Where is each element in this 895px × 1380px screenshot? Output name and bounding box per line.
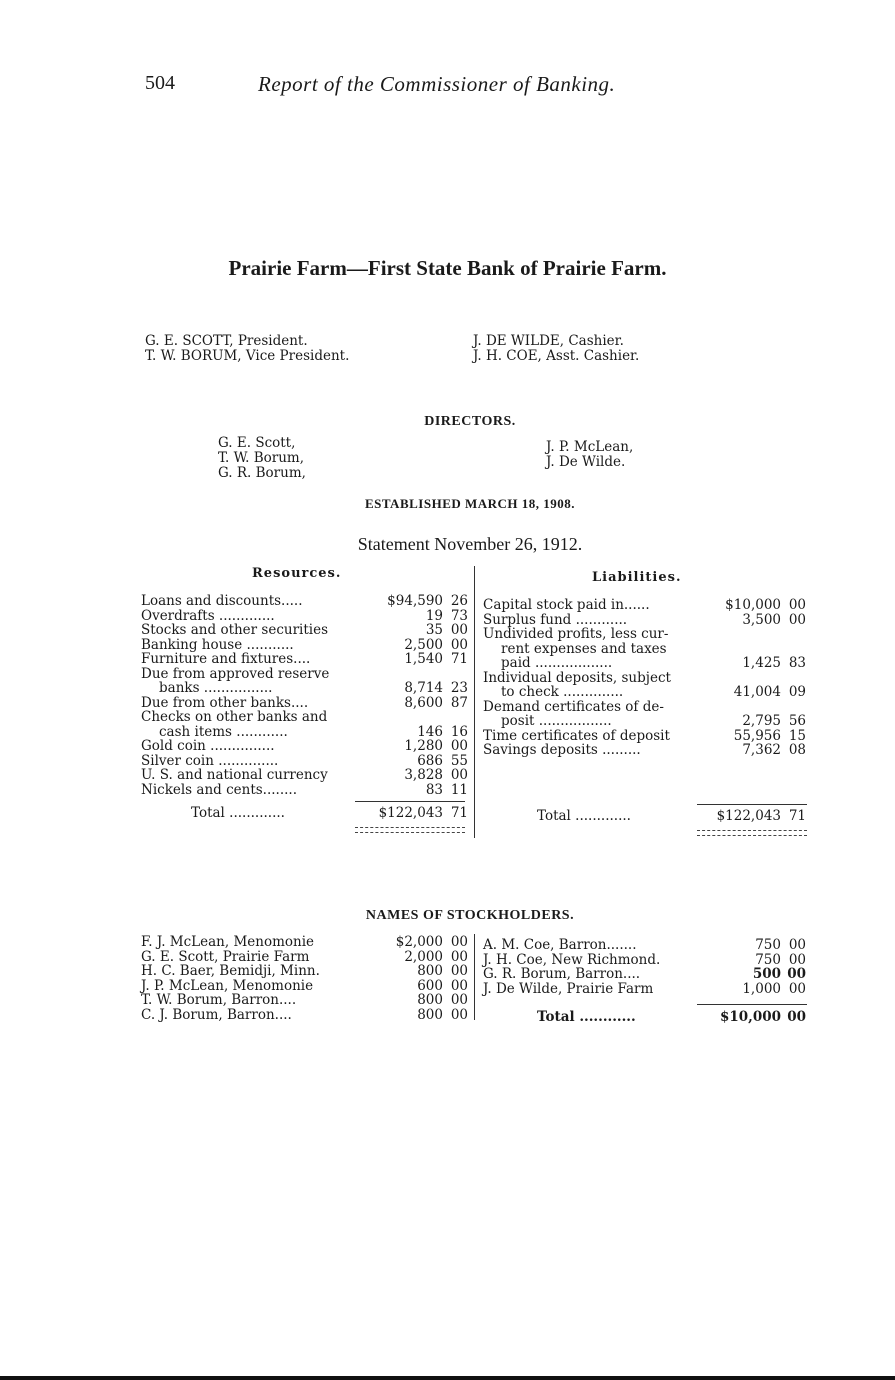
officer-asst-cashier: J. H. COE, Asst. Cashier. bbox=[473, 348, 640, 364]
stockholders-heading: NAMES OF STOCKHOLDERS. bbox=[365, 908, 575, 923]
table-row: Nickels and cents........ 83 11 bbox=[141, 781, 468, 798]
table-row: Overdrafts ............. 19 73 bbox=[141, 607, 468, 624]
officer-vice-president: T. W. BORUM, Vice President. bbox=[145, 348, 350, 364]
running-title: Report of the Commissioner of Banking. bbox=[258, 72, 616, 96]
resources-heading: Resources. bbox=[252, 566, 342, 581]
list-item: J. P. McLean, Menomonie 600 00 bbox=[141, 977, 468, 994]
director-name: T. W. Borum, bbox=[218, 450, 304, 466]
bank-title: Prairie Farm—First State Bank of Prairie Farm. bbox=[228, 256, 667, 280]
liabilities-heading: Liabilities. bbox=[592, 570, 682, 585]
resources-total-row: Total ............. $122,043 71 bbox=[191, 805, 468, 821]
table-row: U. S. and national currency 3,828 00 bbox=[141, 767, 468, 783]
list-item: G. E. Scott, Prairie Farm 2,000 00 bbox=[141, 948, 468, 965]
list-item: F. J. McLean, Menomonie $2,000 00 bbox=[141, 934, 468, 950]
officer-cashier: J. DE WILDE, Cashier. bbox=[473, 333, 624, 349]
directors-right bbox=[546, 440, 633, 470]
list-item: H. C. Baer, Bemidji, Minn. 800 00 bbox=[141, 963, 468, 979]
table-row: Gold coin ............... 1,280 00 bbox=[141, 738, 468, 754]
table-row: Banking house ........... 2,500 00 bbox=[141, 636, 468, 653]
director-name: J. P. McLean, bbox=[546, 439, 634, 455]
total-rule bbox=[355, 801, 465, 802]
stockholders-total-row: Total ............ $10,000 00 bbox=[537, 1009, 806, 1025]
director-name: G. E. Scott, bbox=[218, 435, 296, 451]
statement-title: Statement November 26, 1912. bbox=[357, 534, 583, 554]
established-date: ESTABLISHED MARCH 18, 1908. bbox=[364, 496, 576, 511]
stockholders-right-list bbox=[483, 938, 813, 1038]
list-item: J. H. Coe, New Richmond. 750 00 bbox=[483, 951, 806, 968]
double-rule bbox=[697, 830, 807, 836]
table-row: cash items ............ 146 16 bbox=[159, 723, 468, 740]
stockholders-left-list bbox=[141, 935, 471, 1035]
table-row: posit ................. 2,795 56 bbox=[501, 713, 806, 729]
list-item: J. De Wilde, Prairie Farm 1,000 00 bbox=[483, 980, 806, 997]
officers-right bbox=[473, 334, 639, 364]
table-row: Time certificates of deposit 55,956 15 bbox=[483, 727, 806, 744]
liabilities-table bbox=[483, 598, 813, 848]
table-row: Savings deposits ......... 7,362 08 bbox=[483, 742, 806, 758]
table-row: Individual deposits, subject bbox=[483, 669, 671, 686]
list-item: C. J. Borum, Barron.... 800 00 bbox=[141, 1006, 468, 1023]
director-name: G. R. Borum, bbox=[218, 465, 306, 481]
directors-left bbox=[218, 436, 306, 481]
total-rule bbox=[697, 804, 807, 805]
table-row: Furniture and fixtures.... 1,540 71 bbox=[141, 651, 468, 667]
table-row: Capital stock paid in...... $10,000 00 bbox=[483, 597, 806, 613]
resources-table bbox=[141, 594, 471, 844]
statement-divider bbox=[474, 566, 475, 838]
list-item: G. R. Borum, Barron.... 500 00 bbox=[483, 966, 806, 982]
table-row: Due from approved reserve bbox=[141, 665, 330, 682]
list-item: T. W. Borum, Barron.... 800 00 bbox=[141, 992, 468, 1008]
stockholders-divider bbox=[474, 934, 475, 1020]
table-row: rent expenses and taxes bbox=[501, 640, 667, 657]
double-rule bbox=[355, 827, 465, 833]
table-row: Silver coin .............. 686 55 bbox=[141, 752, 468, 769]
table-row: Undivided profits, less cur- bbox=[483, 626, 669, 642]
table-row: paid .................. 1,425 83 bbox=[501, 655, 806, 671]
table-row: Loans and discounts..... $94,590 26 bbox=[141, 593, 468, 609]
table-row: Checks on other banks and bbox=[141, 709, 328, 725]
table-row: to check .............. 41,004 09 bbox=[501, 684, 806, 700]
total-rule bbox=[697, 1004, 807, 1005]
liabilities-total-row: Total ............. $122,043 71 bbox=[537, 808, 806, 824]
list-item: A. M. Coe, Barron....... 750 00 bbox=[483, 937, 806, 953]
table-row: Stocks and other securities 35 00 bbox=[141, 622, 468, 638]
officers-left bbox=[145, 334, 349, 364]
officer-president: G. E. SCOTT, President. bbox=[145, 333, 308, 349]
page-number: 504 bbox=[145, 72, 175, 94]
table-row: Surplus fund ............ 3,500 00 bbox=[483, 611, 806, 628]
table-row: Due from other banks.... 8,600 87 bbox=[141, 694, 468, 711]
table-row: banks ................ 8,714 23 bbox=[159, 680, 468, 696]
directors-heading: DIRECTORS. bbox=[424, 414, 516, 429]
director-name: J. De Wilde. bbox=[546, 454, 626, 470]
table-row: Demand certificates of de- bbox=[483, 698, 664, 715]
page-bottom-edge bbox=[0, 1376, 895, 1380]
